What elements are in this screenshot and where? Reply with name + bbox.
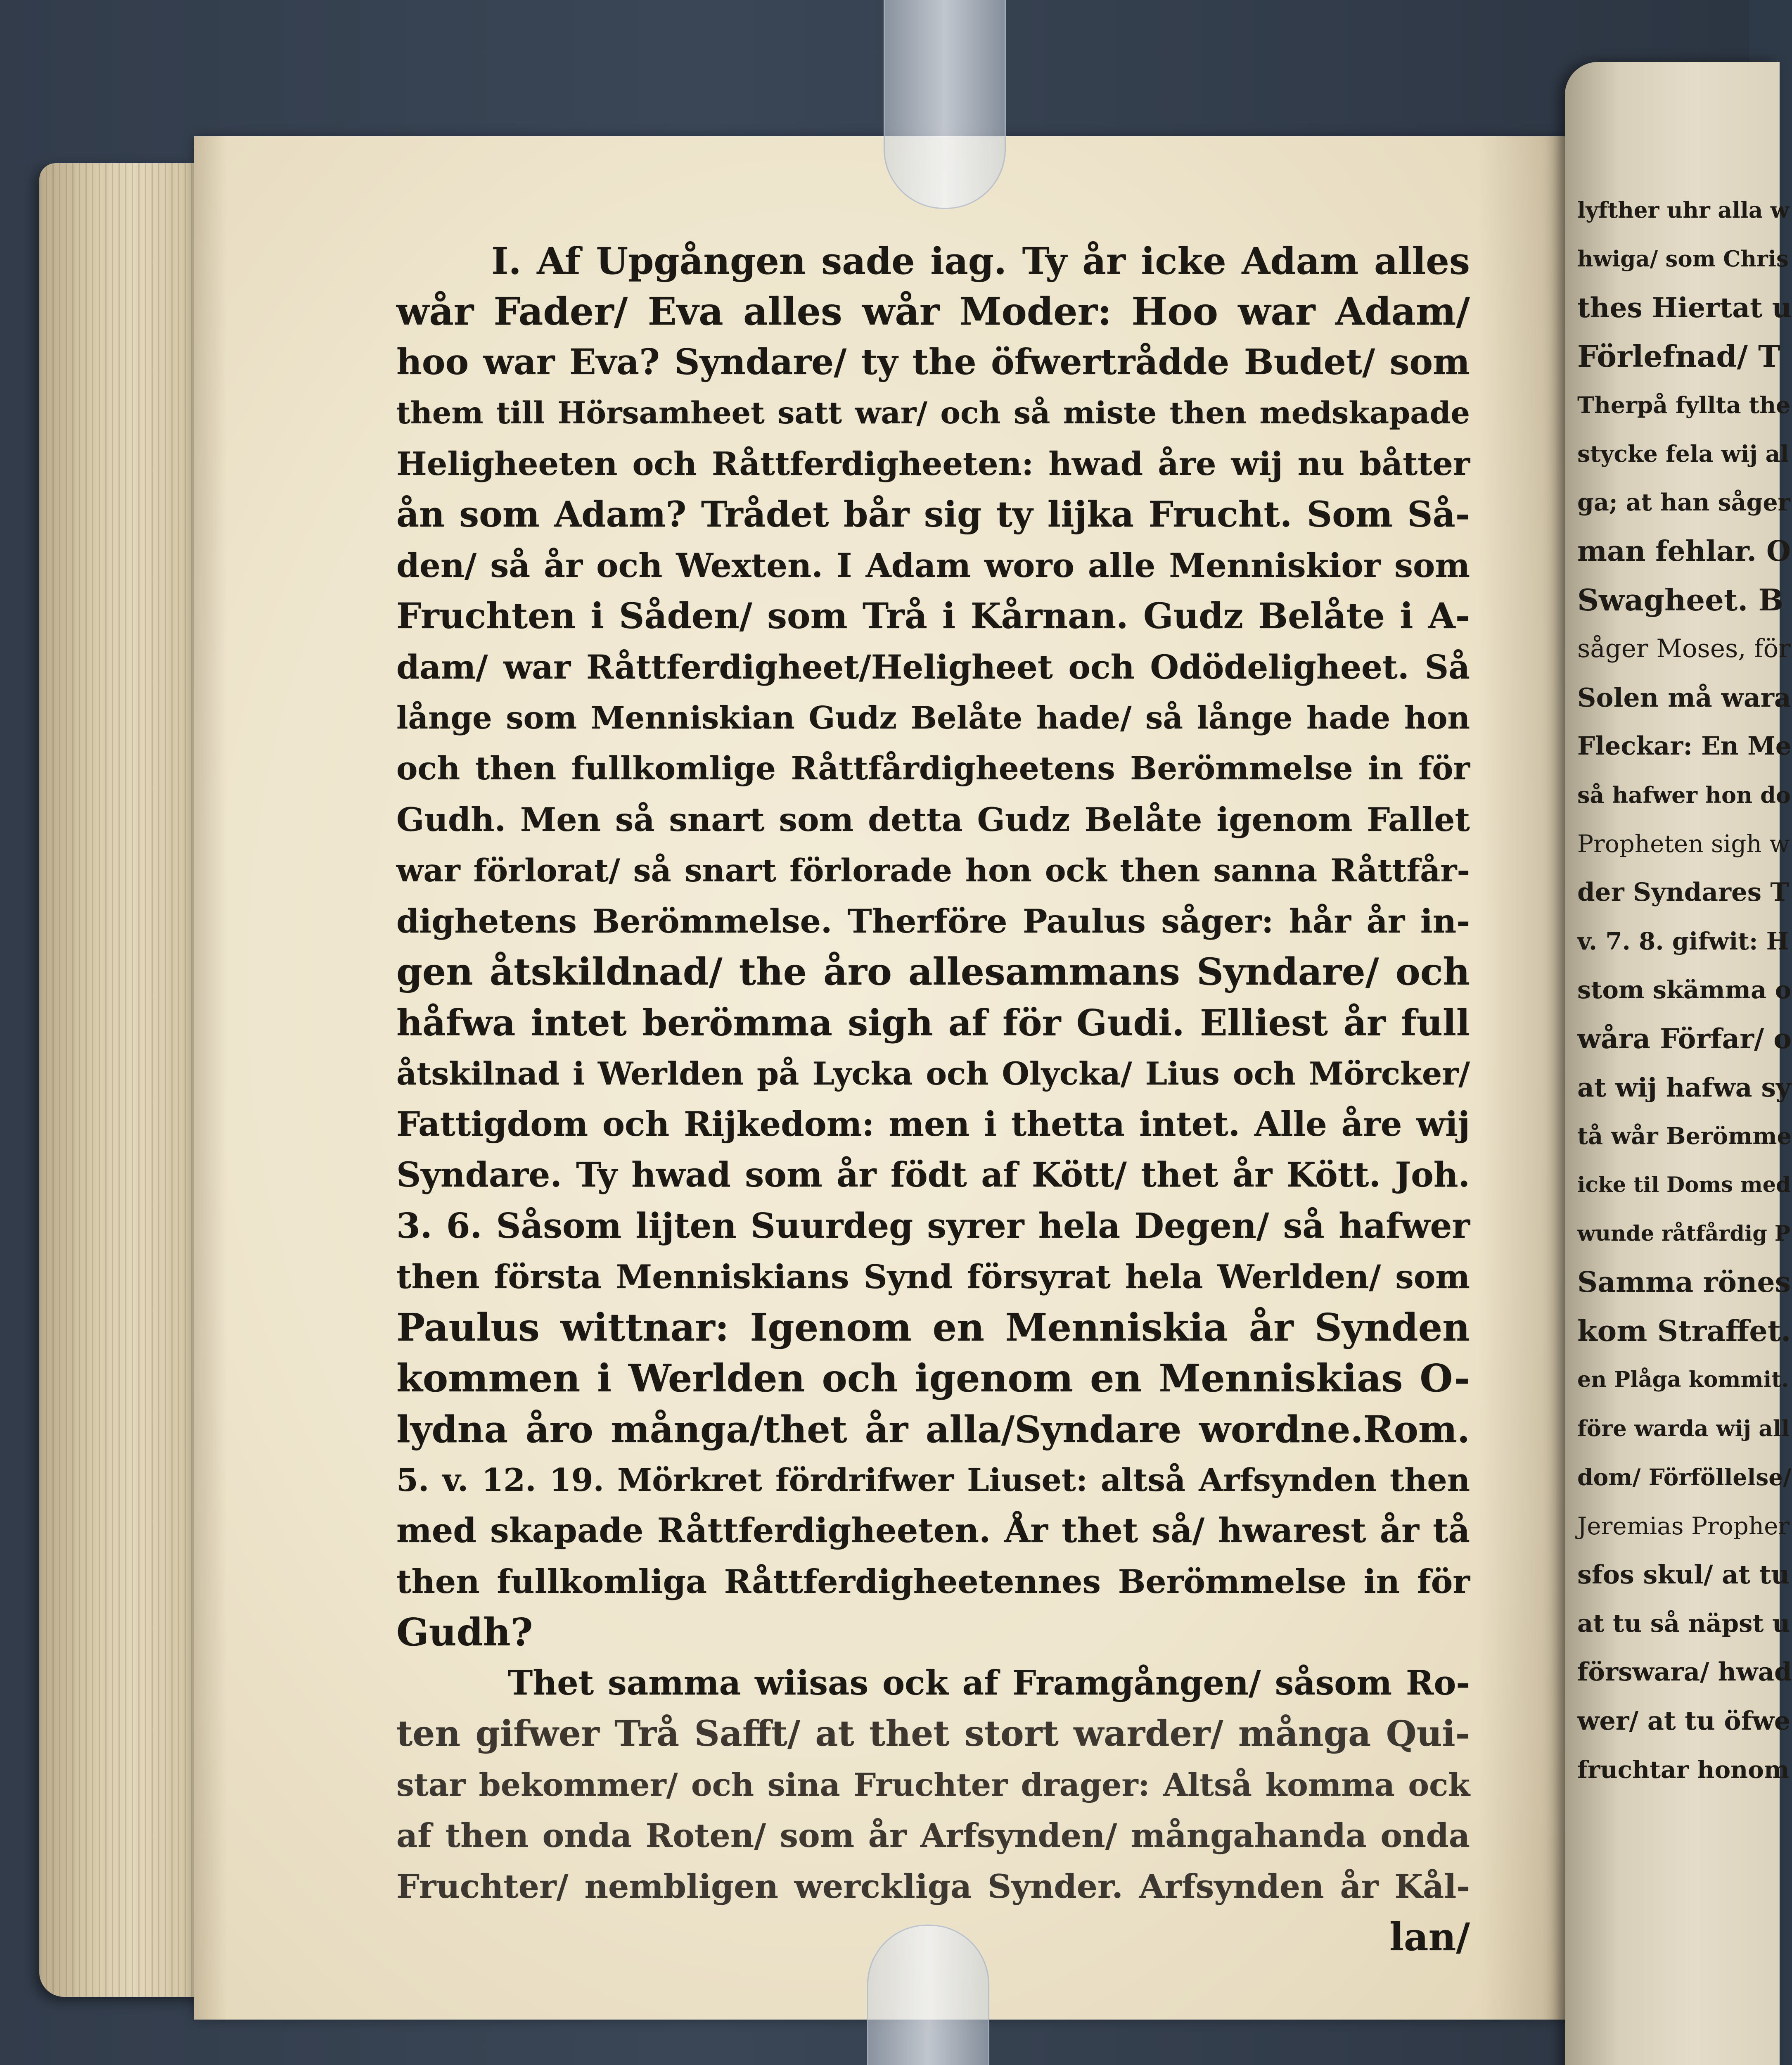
page-clip-bottom — [867, 1925, 989, 2065]
facing-text-line: en Plåga kommit. — [1577, 1367, 1789, 1392]
facing-text-line: at tu så näpst u — [1577, 1609, 1790, 1638]
facing-text-line: före warda wij all — [1577, 1416, 1790, 1441]
text-line: håfwa intet berömma sigh af för Gudi. Elliest år full — [396, 1002, 1470, 1044]
facing-text-line: tå wår Berömme — [1577, 1123, 1792, 1150]
text-line: them till Hörsamheet satt war/ och så miste then medskapade — [396, 395, 1470, 431]
text-line: Heligheeten och Råttferdigheeten: hwad åre wij nu båtter — [396, 445, 1470, 483]
text-line: åtskilnad i Werlden på Lycka och Olycka/ Lius och Mörcker/ — [396, 1055, 1470, 1092]
facing-text-line: Therpå fyllta the — [1577, 392, 1791, 418]
facing-text-line: förswara/ hwad — [1577, 1657, 1792, 1687]
facing-text-line: sfos skul/ at tu — [1577, 1559, 1790, 1590]
page-gutter-shadow — [1478, 136, 1569, 2020]
text-line: ån som Adam? Trådet bår sig ty lijka Frucht. Som Så- — [396, 494, 1470, 535]
text-line: I. Af Upgången sade iag. Ty år icke Adam alles — [491, 239, 1470, 282]
text-line: ten gifwer Trå Safft/ at thet stort warder/ många Qui- — [396, 1713, 1470, 1754]
facing-text-line: Samma rönes — [1577, 1266, 1791, 1299]
text-line: then fullkomliga Råttferdigheetennes Berömmelse in för — [396, 1562, 1470, 1601]
facing-text-line: Propheten sigh w — [1577, 830, 1790, 858]
facing-text-line: thes Hiertat u — [1577, 292, 1792, 324]
facing-text-line: dom/ Förföllelse/ — [1577, 1464, 1792, 1491]
facing-text-line: Förlefnad/ T — [1577, 339, 1780, 374]
facing-text-line: man fehlar. O — [1577, 535, 1791, 568]
facing-text-block — [1577, 186, 1792, 1794]
text-line: wår Fader/ Eva alles wår Moder: Hoo war Adam/ — [396, 289, 1470, 334]
facing-text-line: der Syndares T — [1577, 878, 1789, 907]
facing-text-line: så hafwer hon do — [1577, 782, 1791, 808]
facing-text-line: ga; at han såger — [1577, 489, 1790, 516]
page-left-shadow — [194, 136, 227, 2020]
text-line: war förlorat/ så snart förlorade hon ock then sanna Råttfår- — [396, 852, 1470, 889]
text-line: kommen i Werlden och igenom en Menniskias O- — [396, 1356, 1470, 1400]
facing-text-line: såger Moses, för — [1577, 634, 1791, 663]
text-line: Fattigdom och Rijkedom: men i thetta intet. Alle åre wij — [396, 1105, 1470, 1144]
text-line: Paulus wittnar: Igenom en Menniskia år Synden — [396, 1305, 1470, 1350]
book-page-edges — [39, 163, 213, 1997]
text-line: den/ så år och Wexten. I Adam woro alle Menniskior som — [396, 546, 1470, 585]
facing-text-line: Swagheet. B — [1577, 582, 1784, 617]
text-line: Fruchter/ nembligen werckliga Synder. Arfsynden år Kål- — [396, 1867, 1470, 1906]
main-text-block — [396, 235, 1470, 1963]
facing-text-line: kom Straffet. — [1577, 1314, 1791, 1348]
text-line: med skapade Råttferdigheeten. År thet så/ hwarest år tå — [396, 1511, 1470, 1550]
text-line: långe som Menniskian Gudz Belåte hade/ så långe hade hon — [396, 700, 1470, 736]
text-line: Gudh. Men så snart som detta Gudz Belåte igenom Fallet — [396, 800, 1470, 839]
text-line: Syndare. Ty hwad som år födt af Kött/ thet år Kött. Joh. — [396, 1155, 1470, 1195]
text-line: 3. 6. Såsom lijten Suurdeg syrer hela Degen/ så hafwer — [396, 1206, 1470, 1246]
text-line: dighetens Berömmelse. Therföre Paulus såger: hår år in- — [396, 902, 1470, 940]
facing-text-line: Jeremias Propher — [1577, 1512, 1790, 1540]
text-line: dam/ war Råttferdigheet/Heligheet och Odödeligheet. Så — [396, 648, 1470, 686]
page-clip-top — [884, 0, 1006, 209]
text-line: star bekommer/ och sina Fruchter drager: Altså komma ock — [396, 1766, 1470, 1803]
facing-text-line: lyfther uhr alla w — [1577, 197, 1790, 223]
text-line: 5. v. 12. 19. Mörkret fördrifwer Liuset: altså Arfsynden then — [396, 1462, 1470, 1498]
facing-text-line: wåra Förfar/ o — [1577, 1023, 1792, 1055]
text-line: then första Menniskians Synd försyrat hela Werlden/ som — [396, 1258, 1470, 1296]
text-line: af then onda Roten/ som år Arfsynden/ mångahanda onda — [396, 1816, 1470, 1855]
facing-page — [1565, 62, 1792, 2065]
facing-text-line: icke til Doms med — [1577, 1173, 1791, 1197]
facing-text-line: wer/ at tu öfwe — [1577, 1706, 1791, 1736]
text-line: Thet samma wiisas ock af Framgången/ såsom Ro- — [508, 1664, 1470, 1703]
text-line: Fruchten i Såden/ som Trå i Kårnan. Gudz Belåte i A- — [396, 596, 1470, 637]
facing-text-line: stycke fela wij al — [1577, 440, 1789, 467]
text-line: lydna åro många/thet år alla/Syndare wordne.Rom. — [396, 1408, 1470, 1451]
facing-text-line: wunde råtfårdig P — [1577, 1221, 1791, 1246]
facing-text-line: at wij hafwa sy — [1577, 1072, 1791, 1103]
text-line: Gudh? — [396, 1610, 533, 1654]
facing-text-line: fruchtar honom — [1577, 1756, 1790, 1784]
facing-text-line: hwiga/ som Chris — [1577, 246, 1789, 272]
catchword: lan/ — [1389, 1915, 1470, 1959]
text-line: gen åtskildnad/ the åro allesammans Syndare/ och — [396, 950, 1470, 994]
facing-text-line: v. 7. 8. gifwit: H — [1577, 927, 1789, 955]
facing-text-line: Solen må wara — [1577, 682, 1791, 713]
text-line: hoo war Eva? Syndare/ ty the öfwertrådde Budet/ som — [396, 342, 1470, 383]
facing-text-line: stom skämma o — [1577, 976, 1792, 1004]
facing-text-line: Fleckar: En Me — [1577, 731, 1792, 761]
text-line: och then fullkomlige Råttfårdigheetens Berömmelse in för — [396, 750, 1470, 787]
